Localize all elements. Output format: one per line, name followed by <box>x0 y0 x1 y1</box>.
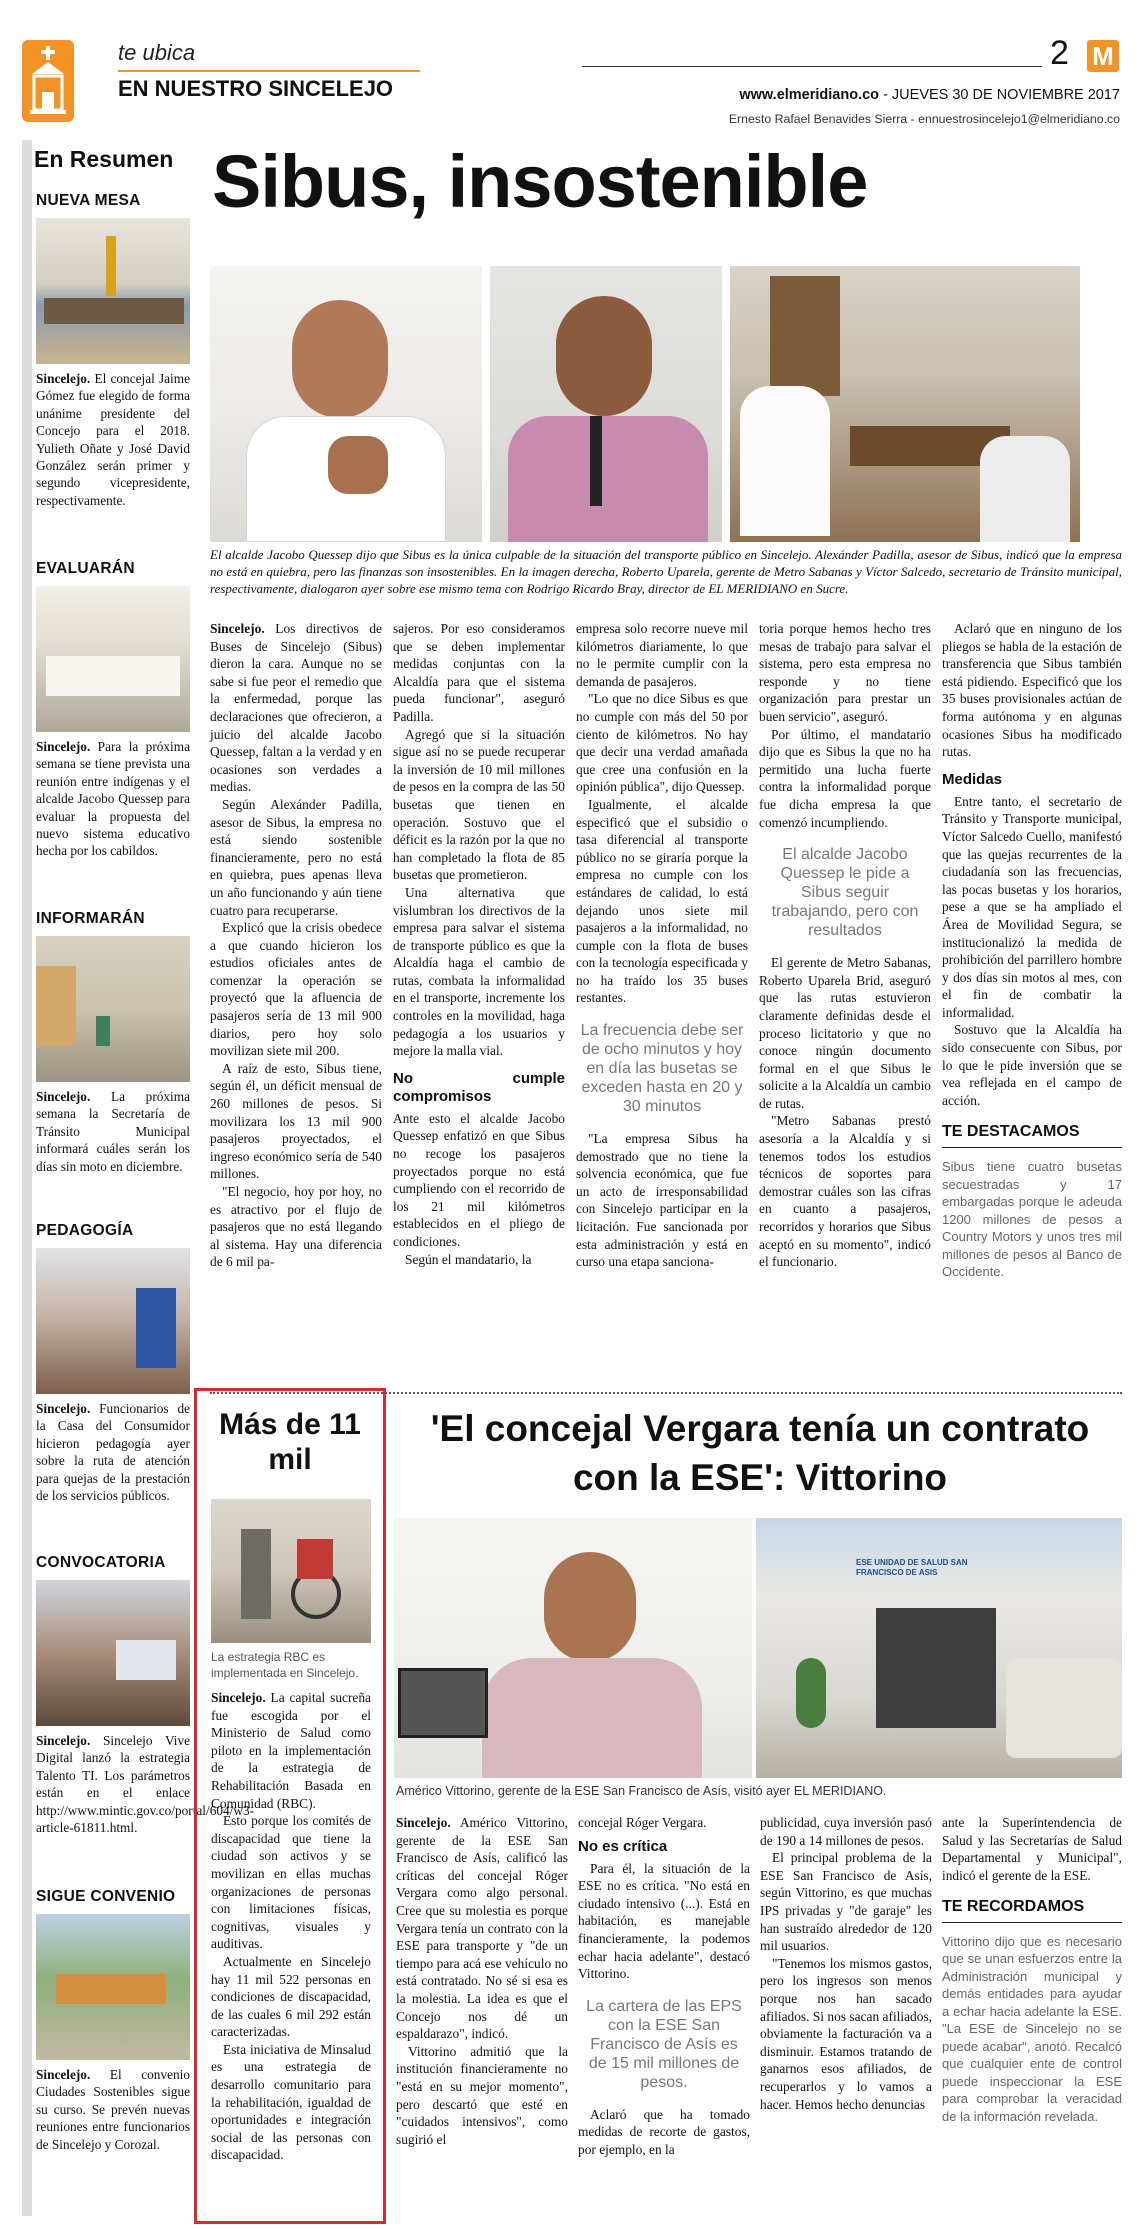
sidebar-item-evaluaran <box>36 560 190 860</box>
story1-caption: El alcalde Jacobo Quessep dijo que Sibus es la única culpable de la situación del transporte público en Sincelejo. Alexánder Padilla, asesor de Sibus, indicó que la empresa no está en quiebra, pero las finanzas son insostenibles. En la imagen derecha, Roberto Uparela, gerente de Metro Sabanas y Víctor Salcedo, secretario de Tránsito municipal, respectivamente, dialogaron ayer sobre ese mismo tema con Rodrigo Ricardo Bray, director de EL MERIDIANO en Sucre. <box>210 547 1122 596</box>
header-rule-orange <box>118 70 420 72</box>
paragraph: Ante esto el alcalde Jacobo Quessep enfatizó en que Sibus no recoge los pasajeros proyectados porque no está cumpliendo con el recorrido de los 21 mil kilómetros establecidos en el pliego de condiciones. <box>393 1110 565 1249</box>
paragraph: Actualmente en Sincelejo hay 11 mil 522 personas en condiciones de discapacidad, de las cuales 6 mil 292 están caracterizadas. <box>211 1953 371 2040</box>
church-icon <box>22 40 74 122</box>
website-dateline <box>600 87 1120 103</box>
consumer-pedagogy-photo <box>36 1248 190 1394</box>
paragraph: concejal Róger Vergara. <box>578 1815 707 1830</box>
story2-headline: 'El concejal Vergara tenía un contrato con la ESE': Vittorino <box>430 1408 1090 1498</box>
section-title: EN NUESTRO SINCELEJO <box>118 76 394 101</box>
sidebar-item-nueva-mesa <box>36 192 190 509</box>
boxed-story <box>194 1388 386 2224</box>
paragraph: Agregó que si la situación sigue así no se puede recuperar la inversión de 10 mil millones de pesos en la compra de las 50 busetas que tienen en operación. Sostuvo que el déficit es la razón por la que no han completado la flota de 85 busetas que prometieron. <box>393 726 565 883</box>
paragraph: A raíz de esto, Sibus tiene, según él, un déficit mensual de 260 millones de pesos. Si movilizara los 13 mil 900 pasajeros proyectados, el ingreso económico sería de 540 millones. <box>210 1060 382 1182</box>
sidebar-item-sigue-convenio <box>36 1888 190 2153</box>
sidebar-item-heading: EVALUARÁN <box>36 560 135 577</box>
paragraph: "El negocio, hoy por hoy, no es atractivo por el flujo de pasajeros que no está llegando al sistema. Hay una diferencia de 6 mil pa- <box>210 1184 382 1270</box>
story2-caption: Américo Vittorino, gerente de la ESE San Francisco de Asís, visitó ayer EL MERIDIANO. <box>396 1784 887 1798</box>
paragraph: Aclaró que en ninguno de los pliegos se habla de la estación de transferencia que Sibus también está pidiendo. Especificó que los 35 buses provisionales actúan de forma autónoma y en algunas ocasiones Sibus ha modificado rutas. <box>942 621 1122 760</box>
paragraph: publicidad, cuya inversión pasó de 190 a 14 millones de pesos. <box>760 1815 932 1848</box>
paragraph: "Tenemos los mismos gastos, pero los ingresos son menos porque nos han sacado afiliados. Si nos sacan afiliados, obviamente la facturación va a disminuir. Estamos tratando de ganarnos esos afiliados, de recuperarlos y lo vamos a hacer. Hemos hecho denuncias <box>760 1955 932 2112</box>
box-text: Sibus tiene cuatro busetas secuestradas y 17 embargadas porque le adeuda 1200 millones de pesos a Country Motors y unos tres mil millones de pesos al Banco de Occidente. <box>942 1159 1122 1280</box>
ese-building-photo <box>756 1518 1122 1778</box>
boxed-story-caption: La estrategia RBC es implementada en Sincelejo. <box>211 1650 359 1680</box>
story1-col4 <box>759 620 931 1271</box>
story2-col2 <box>578 1814 750 2159</box>
paragraph: "La empresa Sibus ha demostrado que no tiene la solvencia económica, que fue un acto de irresponsabilidad con Sincelejo participar en la licitación. Fue sancionada por esta administración y está en curso una etapa sanciona- <box>576 1131 748 1270</box>
padilla-photo <box>490 266 722 542</box>
paragraph: sajeros. Por eso consideramos que se deben implementar medidas conjuntas con la Alcaldía para que el sistema pueda funcionar", aseguró Padilla. <box>393 621 565 724</box>
subheading: Medidas <box>942 770 1003 788</box>
sidebar <box>22 140 255 2220</box>
paragraph: Por último, el mandatario dijo que es Sibus la que no ha permitido una lucha fuerte contra la informalidad porque fue dicha empresa la que comenzó incumpliendo. <box>759 726 931 830</box>
pull-quote: El alcalde Jacobo Quessep le pide a Sibus seguir trabajando, pero con resultados <box>771 846 919 940</box>
paragraph: toria porque hemos hecho tres mesas de trabajo para salvar el sistema, pero esta empresa no responde y no tiene organización para prestar un buen servicio", aseguró. <box>759 621 931 724</box>
paragraph: Esto porque los comités de discapacidad que tiene la ciudad son activos y se movilizan en ellas muchas organizaciones de personas con limitaciones físicas, cognitivas, visuales y auditivas. <box>211 1813 371 1952</box>
wheelchair-photo <box>211 1499 371 1643</box>
dateline: - JUEVES 30 DE NOVIEMBRE 2017 <box>879 87 1120 103</box>
story2-col4 <box>942 1814 1122 2125</box>
sidebar-item-text: Sincelejo. Para la próxima semana se tiene prevista una reunión entre indígenas y el alcalde Jacobo Quessep para evaluar la propuesta del nuevo sistema educativo hecha por los cabildos. <box>36 739 190 859</box>
sidebar-item-pedagogia <box>36 1222 190 1504</box>
sidebar-title: En Resumen <box>34 146 174 172</box>
sidebar-item-informaran <box>36 910 190 1175</box>
paragraph: Sincelejo. Américo Vittorino, gerente de la ESE San Francisco de Asís, calificó las críticas del concejal Róger Vergara como algo personal. Cree que su molestia es porque Vergara tenía un contrato con la ESE para transporte y "de un tiempo para acá ese vehículo no está contratado. No sé si esa es la molestia. La idea es que el Concejo nos dé un espaldarazo", indicó. <box>396 1815 568 2042</box>
sidebar-item-heading: NUEVA MESA <box>36 192 141 209</box>
subheading: No es crítica <box>578 1837 668 1855</box>
ese-sign: ESE UNIDAD DE SALUD SAN FRANCISCO DE ASIS <box>856 1558 968 1577</box>
paragraph: El gerente de Metro Sabanas, Roberto Uparela Brid, aseguró que las rutas estuvieron claramente definidas desde el proceso licitatorio y que no conoce ningún documento formal en el que Sibus le solicite a la Alcaldía un cambio de rutas. <box>759 955 931 1111</box>
byline: Ernesto Rafael Benavides Sierra - ennuestrosincelejo1@elmeridiano.co <box>728 112 1120 126</box>
brand-logo: M <box>1087 40 1119 72</box>
paragraph: Aclaró que ha tomado medidas de recorte de gastos, por ejemplo, en la <box>578 2106 750 2157</box>
sidebar-item-heading: INFORMARÁN <box>36 910 145 927</box>
paragraph: Explicó que la crisis obedece a que cuando hicieron los estudios oficiales antes de comenzar la operación se proyectó que la afluencia de pasajeros sería de 13 mil 900 diarios, pero hoy solo movilizan siete mil 200. <box>210 920 382 1059</box>
paragraph: Esta iniciativa de Minsalud es una estrategia de desarrollo comunitario para la rehabilitación, igualdad de oportunidades e integración social de las personas con discapacidad. <box>211 2041 371 2163</box>
page-number: 2 <box>1050 34 1069 72</box>
sidebar-item-text: Sincelejo. Funcionarios de la Casa del Consumidor hicieron pedagogía ayer sobre la ruta de atención para quejas de la prestación de los servicios públicos. <box>36 1401 190 1504</box>
city-street-photo <box>36 1914 190 2060</box>
section-logo <box>22 40 74 122</box>
header-rule <box>582 66 1042 67</box>
paragraph: Según Alexánder Padilla, asesor de Sibus, la empresa no está siendo sostenible financieramente, pero no está en quiebra, pues apenas lleva un año funcionando y aún tiene cuatro para recuperarse. <box>210 796 382 918</box>
paragraph: "Lo que no dice Sibus es que no cumple con más del 50 por ciento de kilómetros. No hay que decir una verdad amañada que cree una confusión en la opinión pública", dijo Quessep. <box>576 691 748 795</box>
paragraph: "Metro Sabanas prestó asesoría a la Alcaldía y si tenemos todos los estudios técnicos de soportes para demostrar cuáles son las cifras en cuanto a pasajeros, recorridos y horarios que Sibus aceptó en su momento", indicó el funcionario. <box>759 1113 931 1270</box>
subheading: No cumple compromisos <box>393 1069 565 1105</box>
paragraph: Para él, la situación de la ESE no es crítica. "No está en ciudado intensivo (...). Está en habitación, es manejable financieramente, la podemos echar hacia adelante", destacó Vittorino. <box>578 1860 750 1982</box>
sidebar-item-text: Sincelejo. El concejal Jaime Gómez fue elegido de forma unánime presidente del Concejo para el 2018. Yulieth Oñate y José David González serán primer y segundo vicepresidente, respectivamente. <box>36 371 190 508</box>
paragraph: Entre tanto, el secretario de Tránsito y Transporte municipal, Víctor Salcedo Cuello, manifestó que las quejas recurrentes de la ciudadanía son las frecuencias, las pocas busetas y los horarios, pese a que se ha ampliado el Área de Movilidad Segura, se institucionalizó la medida de prohibición del parrillero hombre y dos días sin motos al mes, con el fin de combatir la informalidad. <box>942 793 1122 1020</box>
council-session-photo <box>36 218 190 364</box>
story1-headline: Sibus, insostenible <box>212 140 868 223</box>
sidebar-item-heading: SIGUE CONVENIO <box>36 1888 176 1905</box>
paragraph: Igualmente, el alcalde especificó que el subsidio o tasa diferencial al transporte público no se giraría porque la empresa no cumple con los estándares de calidad, lo está dejando unos siete mil pasajeros a la informalidad, no cumple con la flota de buses con la tecnología especificada y no ha traído los 35 buses restantes. <box>576 796 748 1006</box>
paragraph: Sincelejo. La capital sucreña fue escogida por el Ministerio de Salud como piloto en la implementación de la estrategia de Rehabilitación Basada en Comunidad (RBC). <box>211 1690 371 1811</box>
story1-col3 <box>576 620 748 1271</box>
story2-col1 <box>396 1814 568 2148</box>
paragraph: Una alternativa que vislumbran los directivos de la empresa para salvar el sistema de transporte público es que la Alcaldía haga el cambio de rutas, combata la informalidad en el transporte, incremente los controles en la movilidad, haga pedagogía a los usuarios y mejore la malla vial. <box>393 884 565 1059</box>
street-traffic-photo <box>36 936 190 1082</box>
story1-col2 <box>393 620 565 1268</box>
boxed-story-headline: Más de 11 mil <box>219 1408 361 1476</box>
box-heading: TE RECORDAMOS <box>942 1898 1122 1923</box>
sidebar-stripe <box>22 140 32 2216</box>
boxed-story-body <box>211 1689 371 2164</box>
sidebar-item-text: Sincelejo. La próxima semana la Secretaría de Tránsito Municipal informará cuáles serán los días sin moto en diciembre. <box>36 1089 190 1174</box>
vittorino-portrait-photo <box>394 1518 752 1778</box>
pull-quote: La frecuencia debe ser de ocho minutos y hoy en día las busetas se exceden hasta en 20 y 30 minutos <box>580 1022 744 1116</box>
meeting-office-photo <box>730 266 1080 542</box>
story1-col1 <box>210 620 382 1271</box>
paragraph: Sostuvo que la Alcaldía ha sido consecuente con Sibus, por lo que le pide inversión que se vea reflejada en el campo de acción. <box>942 1022 1122 1108</box>
paragraph: Vittorino admitió que la institución financieramente no "está en su mejor momento", pero descartó que esté en "cuidados intensivos", como sugirió el <box>396 2043 568 2147</box>
paragraph: ante la Superintendencia de Salud y las Secretarías de Salud Departamental y Municipal", indicó el gerente de la ESE. <box>942 1815 1122 1883</box>
box-heading: TE DESTACAMOS <box>942 1123 1122 1148</box>
pull-quote: La cartera de las EPS con la ESE San Francisco de Asís es de 15 mil millones de pesos. <box>586 1997 742 2091</box>
vive-digital-photo <box>36 1580 190 1726</box>
sidebar-item-heading: CONVOCATORIA <box>36 1554 166 1571</box>
mayor-quessep-photo <box>210 266 482 542</box>
sidebar-item-heading: PEDAGOGÍA <box>36 1222 134 1239</box>
story1-col5 <box>942 620 1122 1281</box>
paragraph: empresa solo recorre nueve mil kilómetros diariamente, lo que no le permite cumplir con la demanda de pasajeros. <box>576 621 748 689</box>
sidebar-item-text: Sincelejo. Sincelejo Vive Digital lanzó la estrategia Talento TI. Los parámetros están en el enlace http://www.mintic.gov.co/portal/604/w3-article-61811.html. <box>36 1733 255 1836</box>
meeting-photo <box>36 586 190 732</box>
sidebar-item-convocatoria <box>36 1554 255 1836</box>
paragraph: Sincelejo. Los directivos de Buses de Sincelejo (Sibus) dieron la cara. Aunque no se sabe si fue peor el remedio que la enfermedad, porque las declaraciones que ofrecieron, a juicio del alcalde Jacobo Quessep, faltan a la verdad y en ocasiones son verdades a medias. <box>210 621 382 795</box>
box-text: Vittorino dijo que es necesario que se unan esfuerzos entre la Administración municipal y demás entidades para ayudar a echar hacia adelante la ESE. "La ESE de Sincelejo no se puede acabar", anotó. Recalcó que cualquier ente de control puede inspeccionar la ESE para comprobar la veracidad de la información revelada. <box>942 1933 1122 2124</box>
paragraph: Según el mandatario, la <box>405 1251 532 1267</box>
sidebar-item-text: Sincelejo. El convenio Ciudades Sostenibles sigue su curso. Se prevén nuevas reuniones entre funcionarios de Sincelejo y Corozal. <box>36 2067 190 2152</box>
paragraph: El principal problema de la ESE San Francisco de Asís, según Vittorino, es que muchas IPS privadas y "de garaje" les han sustraído alrededor de 120 mil usuarios. <box>760 1850 932 1954</box>
story2-col3 <box>760 1814 932 2113</box>
website-link[interactable]: www.elmeridiano.co <box>739 87 880 103</box>
section-kicker: te ubica <box>118 40 196 65</box>
